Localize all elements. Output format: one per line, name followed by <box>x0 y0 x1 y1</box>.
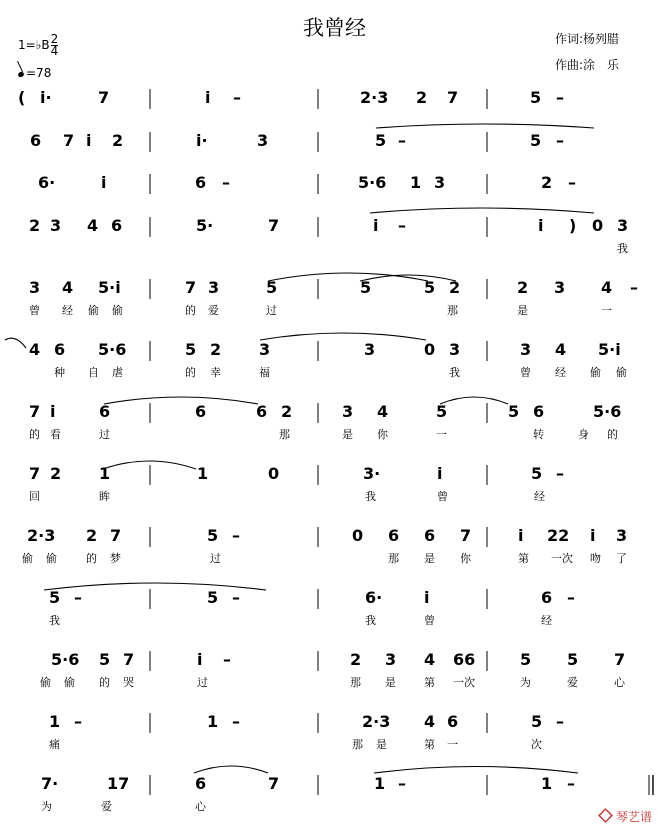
slur-arc <box>374 767 578 774</box>
lyric-char: 经 <box>541 614 552 627</box>
note-token: 5 <box>508 402 520 421</box>
slur-arc <box>104 397 258 404</box>
note-token: 2 <box>541 173 553 192</box>
note-token: 6 <box>388 526 400 545</box>
note-token: 5 <box>207 588 219 607</box>
note-token: 5 <box>266 278 278 297</box>
note-token: 7 <box>460 526 472 545</box>
lyric-char: 我 <box>365 614 376 627</box>
note-token: – <box>568 173 576 192</box>
lyric-char: 哭 <box>123 676 134 689</box>
slur-arc <box>440 397 508 404</box>
note-token: 3 <box>554 278 566 297</box>
note-token: 7 <box>268 216 280 235</box>
lyric-char: 为 <box>41 800 52 813</box>
lyric-char: 那 <box>447 304 458 317</box>
note-token: 2 <box>210 340 222 359</box>
lyric-char: 的 <box>607 428 618 441</box>
lyric-char: 第 <box>424 738 435 751</box>
note-token: 1 <box>374 774 386 793</box>
note-token: 3· <box>363 464 381 483</box>
note-token: 0 <box>592 216 604 235</box>
note-token: 5 <box>424 278 436 297</box>
note-token: i <box>101 173 107 192</box>
note-token: 5 <box>567 650 579 669</box>
lyric-char: 过 <box>210 552 221 565</box>
note-token: 3 <box>50 216 62 235</box>
lyric-char: 是 <box>342 428 353 441</box>
note-token: – <box>398 774 406 793</box>
slur-arc <box>268 273 428 281</box>
note-token: – <box>233 88 241 107</box>
lyric-char: 痛 <box>49 738 60 751</box>
note-token: 5 <box>531 712 543 731</box>
note-token: 1 <box>99 464 111 483</box>
note-token: 7 <box>123 650 135 669</box>
logo-icon <box>598 808 613 823</box>
note-token: 2·3 <box>362 712 391 731</box>
note-token: 6 <box>195 173 207 192</box>
lyric-char: 是 <box>517 304 528 317</box>
lyric-char: 经 <box>62 304 73 317</box>
note-token: 5 <box>49 588 61 607</box>
note-token: 5 <box>360 278 372 297</box>
lyric-char: 为 <box>520 676 531 689</box>
note-token: 2 <box>50 464 62 483</box>
logo-text: 琴艺谱 <box>616 810 653 824</box>
note-token: 4 <box>424 712 436 731</box>
lyric-char: 次 <box>531 738 542 751</box>
lyric-char: 是 <box>385 676 396 689</box>
note-token: – <box>232 712 240 731</box>
lyric-char: 过 <box>266 304 277 317</box>
lyricist-credit: 作词:杨列腊 <box>555 32 620 46</box>
lyric-char: 偷 <box>88 304 99 317</box>
note-token: 5 <box>530 88 542 107</box>
note-token: 5·6 <box>98 340 127 359</box>
time-top: 2 <box>50 32 59 46</box>
lyric-char: 心 <box>614 676 625 689</box>
time-bottom: 4 <box>50 44 59 58</box>
note-token: 7 <box>268 774 280 793</box>
lyric-char: 看 <box>50 428 61 441</box>
note-token: 7 <box>63 131 75 150</box>
note-token: – <box>630 278 638 297</box>
lyric-char: 偷 <box>112 304 123 317</box>
note-token: 3 <box>616 526 628 545</box>
note-token: ( <box>18 88 26 107</box>
lyric-char: 一 <box>447 738 458 751</box>
lyric-char: 了 <box>616 552 627 565</box>
note-token: 4 <box>62 278 74 297</box>
note-token: i <box>538 216 544 235</box>
note-token: i <box>424 588 430 607</box>
note-token: 5 <box>185 340 197 359</box>
note-token: ) <box>569 216 577 235</box>
note-token: 6 <box>54 340 66 359</box>
note-token: 7 <box>29 402 41 421</box>
lyric-char: 那 <box>350 676 361 689</box>
note-token: 4 <box>601 278 613 297</box>
lyric-char: 一 <box>601 304 612 317</box>
lyric-char: 虐 <box>112 366 123 379</box>
lyric-char: 的 <box>185 366 196 379</box>
note-token: i <box>437 464 443 483</box>
note-token: i <box>86 131 92 150</box>
note-token: 2 <box>281 402 293 421</box>
note-token: – <box>398 216 406 235</box>
note-token: 7 <box>185 278 197 297</box>
lyric-char: 爱 <box>567 676 578 689</box>
note-token: 4 <box>377 402 389 421</box>
note-token: 3 <box>259 340 271 359</box>
note-token: 5·i <box>598 340 621 359</box>
lyric-char: 自 <box>88 366 99 379</box>
note-token: 5·6 <box>593 402 622 421</box>
lyric-char: 梦 <box>110 552 121 565</box>
note-token: i <box>197 650 203 669</box>
lyric-char: 爱 <box>208 304 219 317</box>
lyric-char: 一次 <box>453 676 475 689</box>
lyric-char: 我 <box>365 490 376 503</box>
note-token: 4 <box>555 340 567 359</box>
note-token: 3 <box>520 340 532 359</box>
lyric-char: 偷 <box>616 366 627 379</box>
note-token: – <box>398 131 406 150</box>
note-token: 4 <box>87 216 99 235</box>
lyric-char: 心 <box>195 800 206 813</box>
note-token: i <box>205 88 211 107</box>
note-token: 2 <box>29 216 41 235</box>
lyric-char: 你 <box>377 428 388 441</box>
note-token: 7 <box>110 526 122 545</box>
lyric-char: 偷 <box>590 366 601 379</box>
note-token: 6 <box>533 402 545 421</box>
note-token: 5 <box>207 526 219 545</box>
note-token: 7 <box>98 88 110 107</box>
note-token: – <box>556 131 564 150</box>
slur-arc <box>194 766 268 773</box>
note-token: 3 <box>617 216 629 235</box>
note-token: 5 <box>530 131 542 150</box>
note-token: – <box>556 712 564 731</box>
note-token: 7 <box>447 88 459 107</box>
note-token: – <box>74 588 82 607</box>
note-token: 2 <box>112 131 124 150</box>
note-token: 5 <box>99 650 111 669</box>
note-token: 0 <box>352 526 364 545</box>
lyric-char: 种 <box>54 366 65 379</box>
lyric-char: 一 <box>436 428 447 441</box>
lyric-char: 偷 <box>40 676 51 689</box>
lyric-char: 经 <box>555 366 566 379</box>
note-token: – <box>556 88 564 107</box>
note-token: 0 <box>424 340 436 359</box>
lyric-char: 我 <box>617 242 628 255</box>
note-token: 5 <box>520 650 532 669</box>
note-token: 22 <box>547 526 570 545</box>
note-token: 6 <box>30 131 42 150</box>
note-token: 6· <box>365 588 383 607</box>
lyric-char: 曾 <box>437 490 448 503</box>
note-token: 66 <box>453 650 476 669</box>
note-token: 0 <box>268 464 280 483</box>
composer-credit: 作曲:涂 乐 <box>555 58 620 72</box>
note-token: 4 <box>424 650 436 669</box>
note-token: – <box>223 650 231 669</box>
lyric-char: 的 <box>86 552 97 565</box>
note-token: i· <box>196 131 208 150</box>
note-token: 2 <box>517 278 529 297</box>
lyric-char: 曾 <box>424 614 435 627</box>
note-token: 5·i <box>98 278 121 297</box>
note-token: 3 <box>208 278 220 297</box>
lyric-char: 第 <box>424 676 435 689</box>
lyric-char: 转 <box>533 428 544 441</box>
note-token: 6 <box>111 216 123 235</box>
note-token: 1 <box>197 464 209 483</box>
lyric-char: 的 <box>185 304 196 317</box>
lyric-char: 过 <box>99 428 110 441</box>
lyric-char: 我 <box>449 366 460 379</box>
lyric-char: 曾 <box>29 304 40 317</box>
note-token: 2·3 <box>27 526 56 545</box>
note-token: 3 <box>342 402 354 421</box>
note-token: 6 <box>195 402 207 421</box>
tempo-value: =78 <box>26 66 52 80</box>
lyric-char: 眸 <box>99 490 110 503</box>
lyric-char: 你 <box>460 552 471 565</box>
note-token: – <box>556 464 564 483</box>
note-token: – <box>232 588 240 607</box>
note-token: 5·6 <box>51 650 80 669</box>
note-token: 7 <box>614 650 626 669</box>
song-title: 我曾经 <box>303 16 366 40</box>
note-token: 5·6 <box>358 173 387 192</box>
slur-arc <box>370 208 594 213</box>
note-token: 3 <box>434 173 446 192</box>
key-label: 1=♭B <box>18 38 50 52</box>
note-token: 5 <box>375 131 387 150</box>
note-token: 6 <box>256 402 268 421</box>
lyric-char: 那 <box>279 428 290 441</box>
lyric-char: 过 <box>197 676 208 689</box>
lyric-char: 是 <box>376 738 387 751</box>
note-token: 3 <box>257 131 269 150</box>
note-token: 6 <box>195 774 207 793</box>
lyric-char: 福 <box>259 366 270 379</box>
note-token: i <box>518 526 524 545</box>
note-token: 1 <box>541 774 553 793</box>
lyric-char: 我 <box>49 614 60 627</box>
note-token: – <box>567 588 575 607</box>
note-token: i <box>50 402 56 421</box>
lyric-char: 幸 <box>210 366 221 379</box>
slur-arc <box>376 124 594 128</box>
note-token: 2·3 <box>360 88 389 107</box>
note-token: i <box>590 526 596 545</box>
note-token: 3 <box>364 340 376 359</box>
note-token: 6 <box>424 526 436 545</box>
lyric-char: 回 <box>29 490 40 503</box>
lyric-char: 偷 <box>46 552 57 565</box>
note-token: 2 <box>350 650 362 669</box>
note-token: 6 <box>447 712 459 731</box>
note-token: 2 <box>449 278 461 297</box>
note-token: – <box>74 712 82 731</box>
note-token: 7· <box>41 774 59 793</box>
lyric-char: 那 <box>388 552 399 565</box>
lyric-char: 的 <box>29 428 40 441</box>
note-token: 1 <box>207 712 219 731</box>
note-token: i· <box>40 88 52 107</box>
lyric-char: 偷 <box>64 676 75 689</box>
note-token: 3 <box>29 278 41 297</box>
note-token: 5 <box>531 464 543 483</box>
lyric-char: 一次 <box>551 552 573 565</box>
note-token: 6 <box>99 402 111 421</box>
note-token: 6 <box>541 588 553 607</box>
lyric-char: 那 <box>352 738 363 751</box>
note-token: i <box>373 216 379 235</box>
slur-arc <box>5 338 26 348</box>
note-token: 1 <box>49 712 61 731</box>
note-token: 3 <box>449 340 461 359</box>
slur-arc <box>260 333 426 340</box>
note-token: 17 <box>107 774 130 793</box>
lyric-char: 曾 <box>520 366 531 379</box>
note-token: 3 <box>385 650 397 669</box>
note-token: – <box>232 526 240 545</box>
note-token: 5· <box>196 216 214 235</box>
lyric-char: 是 <box>424 552 435 565</box>
lyric-char: 第 <box>518 552 529 565</box>
note-token: 5 <box>436 402 448 421</box>
note-token: – <box>567 774 575 793</box>
lyric-char: 的 <box>99 676 110 689</box>
note-token: 1 <box>410 173 422 192</box>
note-token: 7 <box>29 464 41 483</box>
lyric-char: 身 <box>578 428 589 441</box>
note-token: – <box>222 173 230 192</box>
note-token: 4 <box>29 340 41 359</box>
lyric-char: 经 <box>534 490 545 503</box>
lyric-char: 爱 <box>101 800 112 813</box>
note-token: 6· <box>38 173 56 192</box>
site-logo <box>598 808 652 825</box>
lyric-char: 偷 <box>22 552 33 565</box>
note-token: 2 <box>86 526 98 545</box>
lyric-char: 吻 <box>590 552 601 565</box>
note-token: 2 <box>416 88 428 107</box>
